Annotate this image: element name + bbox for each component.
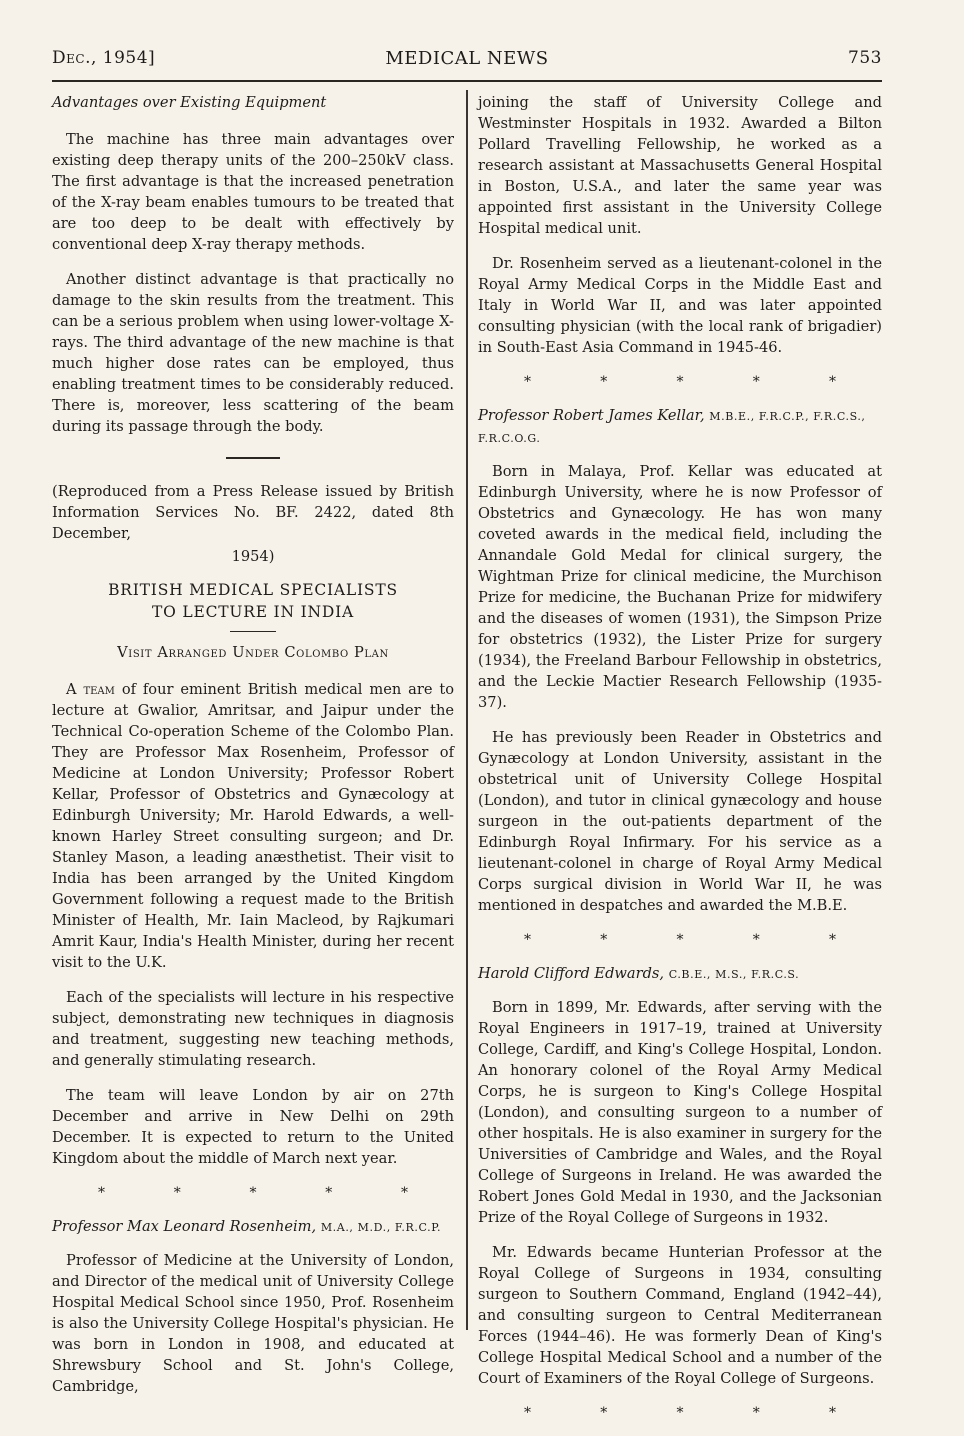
byline-qualifications: M.B.E., F.R.C.P., F.R.C.S., F.R.C.O.G.: [478, 410, 866, 445]
star: *: [524, 932, 531, 948]
star: *: [829, 932, 836, 948]
page-header: [52, 48, 882, 74]
byline-edwards: [478, 963, 882, 985]
star: *: [829, 374, 836, 390]
header-journal-title: MEDICAL NEWS: [385, 48, 549, 69]
star: *: [676, 932, 684, 948]
paragraph-rosenheim-bio: Professor of Medicine at the University of London, and Director of the medical unit of University College Hospital Medical School since 1950, Prof. Rosenheim is also the University College Hospital's physician. He was born in London in 1908, and educated at Shrewsbury School and St. John's College, Cambridge,: [52, 1252, 454, 1395]
paragraph-kellar-career: He has previously been Reader in Obstetrics and Gynæcology at London University, assistant in the obstetrical unit of University College Hospital (London), and tutor in clinical gynæcology and house surgeon in the out-patients department of the Edinburgh Royal Infirmary. For his service as a lieutenant-colonel in charge of Royal Army Medical Corps surgical division in World War II, he was mentioned in despatches and awarded the M.B.E.: [478, 729, 882, 914]
lead-words: A team: [66, 681, 115, 698]
right-column: [478, 92, 882, 1436]
header-rule: [52, 80, 882, 82]
paragraph-rosenheim-service: Dr. Rosenheim served as a lieutenant-colonel in the Royal Army Medical Corps in the Middle East and Italy in World War II, and was later appointed consulting physician (with the local rank of brigadier) in South-East Asia Command in 1945-46.: [478, 255, 882, 356]
press-release-note: (Reproduced from a Press Release issued by British Information Services No. BF. 2422, dated 8th December,: [52, 483, 454, 542]
byline-qualifications: C.B.E., M.S., F.R.C.S.: [668, 968, 800, 981]
article-title-line-1: BRITISH MEDICAL SPECIALISTS: [108, 581, 398, 599]
paragraph-travel: The team will leave London by air on 27th December and arrive in New Delhi on 29th December. It is expected to return to the United Kingdom about the middle of March next year.: [52, 1087, 454, 1167]
star-separator: [478, 1403, 882, 1424]
byline-name: Professor Max Leonard Rosenheim,: [52, 1218, 317, 1235]
star: *: [600, 932, 608, 948]
star: *: [676, 1405, 684, 1421]
star: *: [600, 1405, 608, 1421]
title-rule: [230, 631, 276, 632]
star: *: [752, 374, 760, 390]
paragraph-advantages-2: Another distinct advantage is that practically no damage to the skin results from the treatment. This can be a serious problem when using lower-voltage X-rays. The third advantage of the new machine is that much higher dose rates can be employed, thus enabling treatment times to be considerably reduced. There is, moreover, less scattering of the beam during its passage through the body.: [52, 271, 454, 435]
article-subtitle: Visit Arranged Under Colombo Plan: [117, 644, 389, 661]
star: *: [401, 1185, 408, 1201]
star-separator: [478, 372, 882, 393]
press-release-note-end: 1954): [231, 548, 275, 565]
section-rule: [226, 457, 280, 459]
byline-qualifications: M.A., M.D., F.R.C.P.: [320, 1221, 442, 1234]
star: *: [752, 1405, 760, 1421]
star: *: [325, 1185, 333, 1201]
byline-rosenheim: [52, 1216, 454, 1238]
paragraph-team: [52, 679, 454, 973]
article-title-line-2: TO LECTURE IN INDIA: [152, 603, 354, 621]
left-column: [52, 92, 454, 1411]
paragraph-advantages-1: The machine has three main advantages over existing deep therapy units of the 200–250kV class. The first advantage is that the increased penetration of the X-ray beam enables tumours to be treated that are too deep to be dealt with effectively by conventional deep X-ray therapy methods.: [52, 131, 454, 253]
byline-name: Professor Robert James Kellar,: [478, 407, 705, 424]
star: *: [524, 1405, 531, 1421]
header-date: Dec., 1954]: [52, 48, 156, 68]
star-separator: [52, 1183, 454, 1204]
star: *: [600, 374, 608, 390]
paragraph-team-text: of four eminent British medical men are to lecture at Gwalior, Amritsar, and Jaipur under the Technical Co-operation Scheme of the Colombo Plan. They are Professor Max Rosenheim, Professor of Medicine at London University; Professor Robert Kellar, Professor of Obstetrics and Gynæcology at Edinburgh University; Mr. Harold Edwards, a well-known Harley Street consulting surgeon; and Dr. Stanley Mason, a leading anæsthetist. Their visit to India has been arranged by the United Kingdom Government following a request made to the British Minister of Health, Mr. Iain Macleod, by Rajkumari Amrit Kaur, India's Health Minister, during her recent visit to the U.K.: [52, 681, 455, 971]
star: *: [524, 374, 531, 390]
star: *: [829, 1405, 836, 1421]
paragraph-edwards-posts: Mr. Edwards became Hunterian Professor at the Royal College of Surgeons in 1934, consulting surgeon to Southern Command, England (1942–44), and consulting surgeon to Central Mediterranean Forces (1944–46). He was formerly Dean of King's College Hospital Medical School and a number of the Court of Examiners of the Royal College of Surgeons.: [478, 1244, 882, 1387]
section-subhead: Advantages over Existing Equipment: [52, 94, 327, 111]
column-divider: [466, 90, 468, 1330]
header-page-number: 753: [848, 48, 882, 68]
paragraph-rosenheim-continued: joining the staff of University College and Westminster Hospitals in 1932. Awarded a Bilton Pollard Travelling Fellowship, he worked as a research assistant at Massachusetts General Hospital in Boston, U.S.A., and later the same year was appointed first assistant in the University College Hospital medical unit.: [478, 94, 882, 237]
star: *: [98, 1185, 105, 1201]
star-separator: [478, 930, 882, 951]
star: *: [249, 1185, 257, 1201]
star: *: [752, 932, 760, 948]
star: *: [173, 1185, 181, 1201]
byline-kellar: [478, 405, 882, 449]
paragraph-lectures: Each of the specialists will lecture in his respective subject, demonstrating new techniques in diagnosis and treatment, suggesting new teaching methods, and generally stimulating research.: [52, 989, 454, 1069]
star: *: [676, 374, 684, 390]
paragraph-kellar-awards: Born in Malaya, Prof. Kellar was educated at Edinburgh University, where he is now Professor of Obstetrics and Gynæcology. He has won many coveted awards in the medical field, including the Annandale Gold Medal for clinical surgery, the Wightman Prize for clinical medicine, the Murchison Prize for medicine, the Buchanan Prize for midwifery and the diseases of women (1931), the Simpson Prize for obstetrics (1932), the Lister Prize for surgery (1934), the Freeland Barbour Fellowship in obstetrics, and the Leckie Mactier Research Fellowship (1935-37).: [478, 463, 882, 711]
paragraph-edwards-career: Born in 1899, Mr. Edwards, after serving with the Royal Engineers in 1917–19, trained at University College, Cardiff, and King's College Hospital, London. An honorary colonel of the Royal Army Medical Corps, he is surgeon to King's College Hospital (London), and consulting surgeon to a number of other hospitals. He is also examiner in surgery for the Universities of Cambridge and Wales, and the Royal College of Surgeons in Ireland. He was awarded the Robert Jones Gold Medal in 1930, and the Jacksonian Prize of the Royal College of Surgeons in 1932.: [478, 999, 882, 1226]
byline-name: Harold Clifford Edwards,: [478, 965, 665, 982]
